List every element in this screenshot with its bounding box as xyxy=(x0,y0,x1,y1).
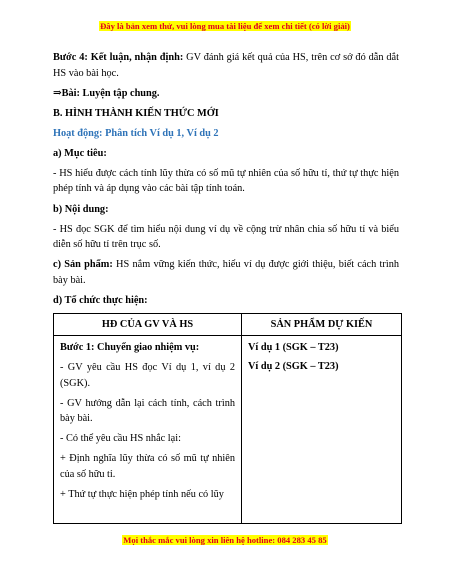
table-cell-products xyxy=(242,335,402,523)
table-header-cell: SẢN PHẨM DỰ KIẾN xyxy=(242,313,402,335)
goal-text: - HS hiểu được cách tính lũy thừa có số mũ tự nhiên của số hữu tỉ, thứ tự thực hiện phép tính và áp dụng vào các bài tập tính toán. xyxy=(53,167,399,195)
table-header-cell: HĐ CỦA GV VÀ HS xyxy=(54,313,242,335)
list-item: + Định nghĩa lũy thừa có số mũ tự nhiên của số hữu tỉ. xyxy=(60,453,235,480)
section-heading: B. HÌNH THÀNH KIẾN THỨC MỚI xyxy=(53,107,219,119)
list-item: + Thứ tự thực hiện phép tính nếu có lũy xyxy=(60,488,224,500)
organize-heading: d) Tổ chức thực hiện: xyxy=(53,294,148,306)
lesson-link: ⇒Bài: Luyện tập chung. xyxy=(53,87,160,99)
table-cell-activities xyxy=(54,335,242,523)
preview-banner: Đây là bản xem thử, vui lòng mua tài liệu để xem chi tiết (có lời giải) xyxy=(100,21,350,31)
step4-text: GV đánh giá kết quả của HS, trên cơ sở đó dẫn dắt HS vào bài học. xyxy=(53,52,399,79)
hotline-banner: Mọi thắc mắc vui lòng xin liên hệ hotline: 084 283 45 85 xyxy=(123,535,327,545)
activity-table xyxy=(53,313,402,524)
example-2: Ví dụ 2 (SGK – T23) xyxy=(248,361,339,373)
product-paragraph xyxy=(53,257,399,288)
list-item: - Có thể yêu cầu HS nhắc lại: xyxy=(60,433,181,445)
step1-label: Bước 1: Chuyển giao nhiệm vụ: xyxy=(60,341,200,353)
goal-heading: a) Mục tiêu: xyxy=(53,147,107,159)
step4-paragraph xyxy=(53,50,399,81)
activity-title: Hoạt động: Phân tích Ví dụ 1, Ví dụ 2 xyxy=(53,127,219,139)
step4-label: Bước 4: Kết luận, nhận định: xyxy=(53,52,184,63)
product-text: HS nắm vững kiến thức, hiểu ví dụ được giới thiệu, biết cách trình bày bài. xyxy=(53,259,399,286)
list-item: - GV hướng dẫn lại cách tính, cách trình bày bài. xyxy=(60,397,235,425)
document-body xyxy=(53,50,399,524)
content-heading: b) Nội dung: xyxy=(53,203,109,215)
table-header-row xyxy=(54,313,402,335)
product-label: c) Sản phẩm: xyxy=(53,259,113,271)
table-row xyxy=(54,335,402,523)
list-item: - GV yêu cầu HS đọc Ví dụ 1, ví dụ 2 (SGK). xyxy=(60,362,235,389)
content-text: - HS đọc SGK để tìm hiểu nội dung ví dụ về cộng trừ nhân chia số hữu tỉ và biểu diễn số hữu tỉ trên trục số. xyxy=(53,223,399,251)
example-1: Ví dụ 1 (SGK – T23) xyxy=(248,341,339,353)
